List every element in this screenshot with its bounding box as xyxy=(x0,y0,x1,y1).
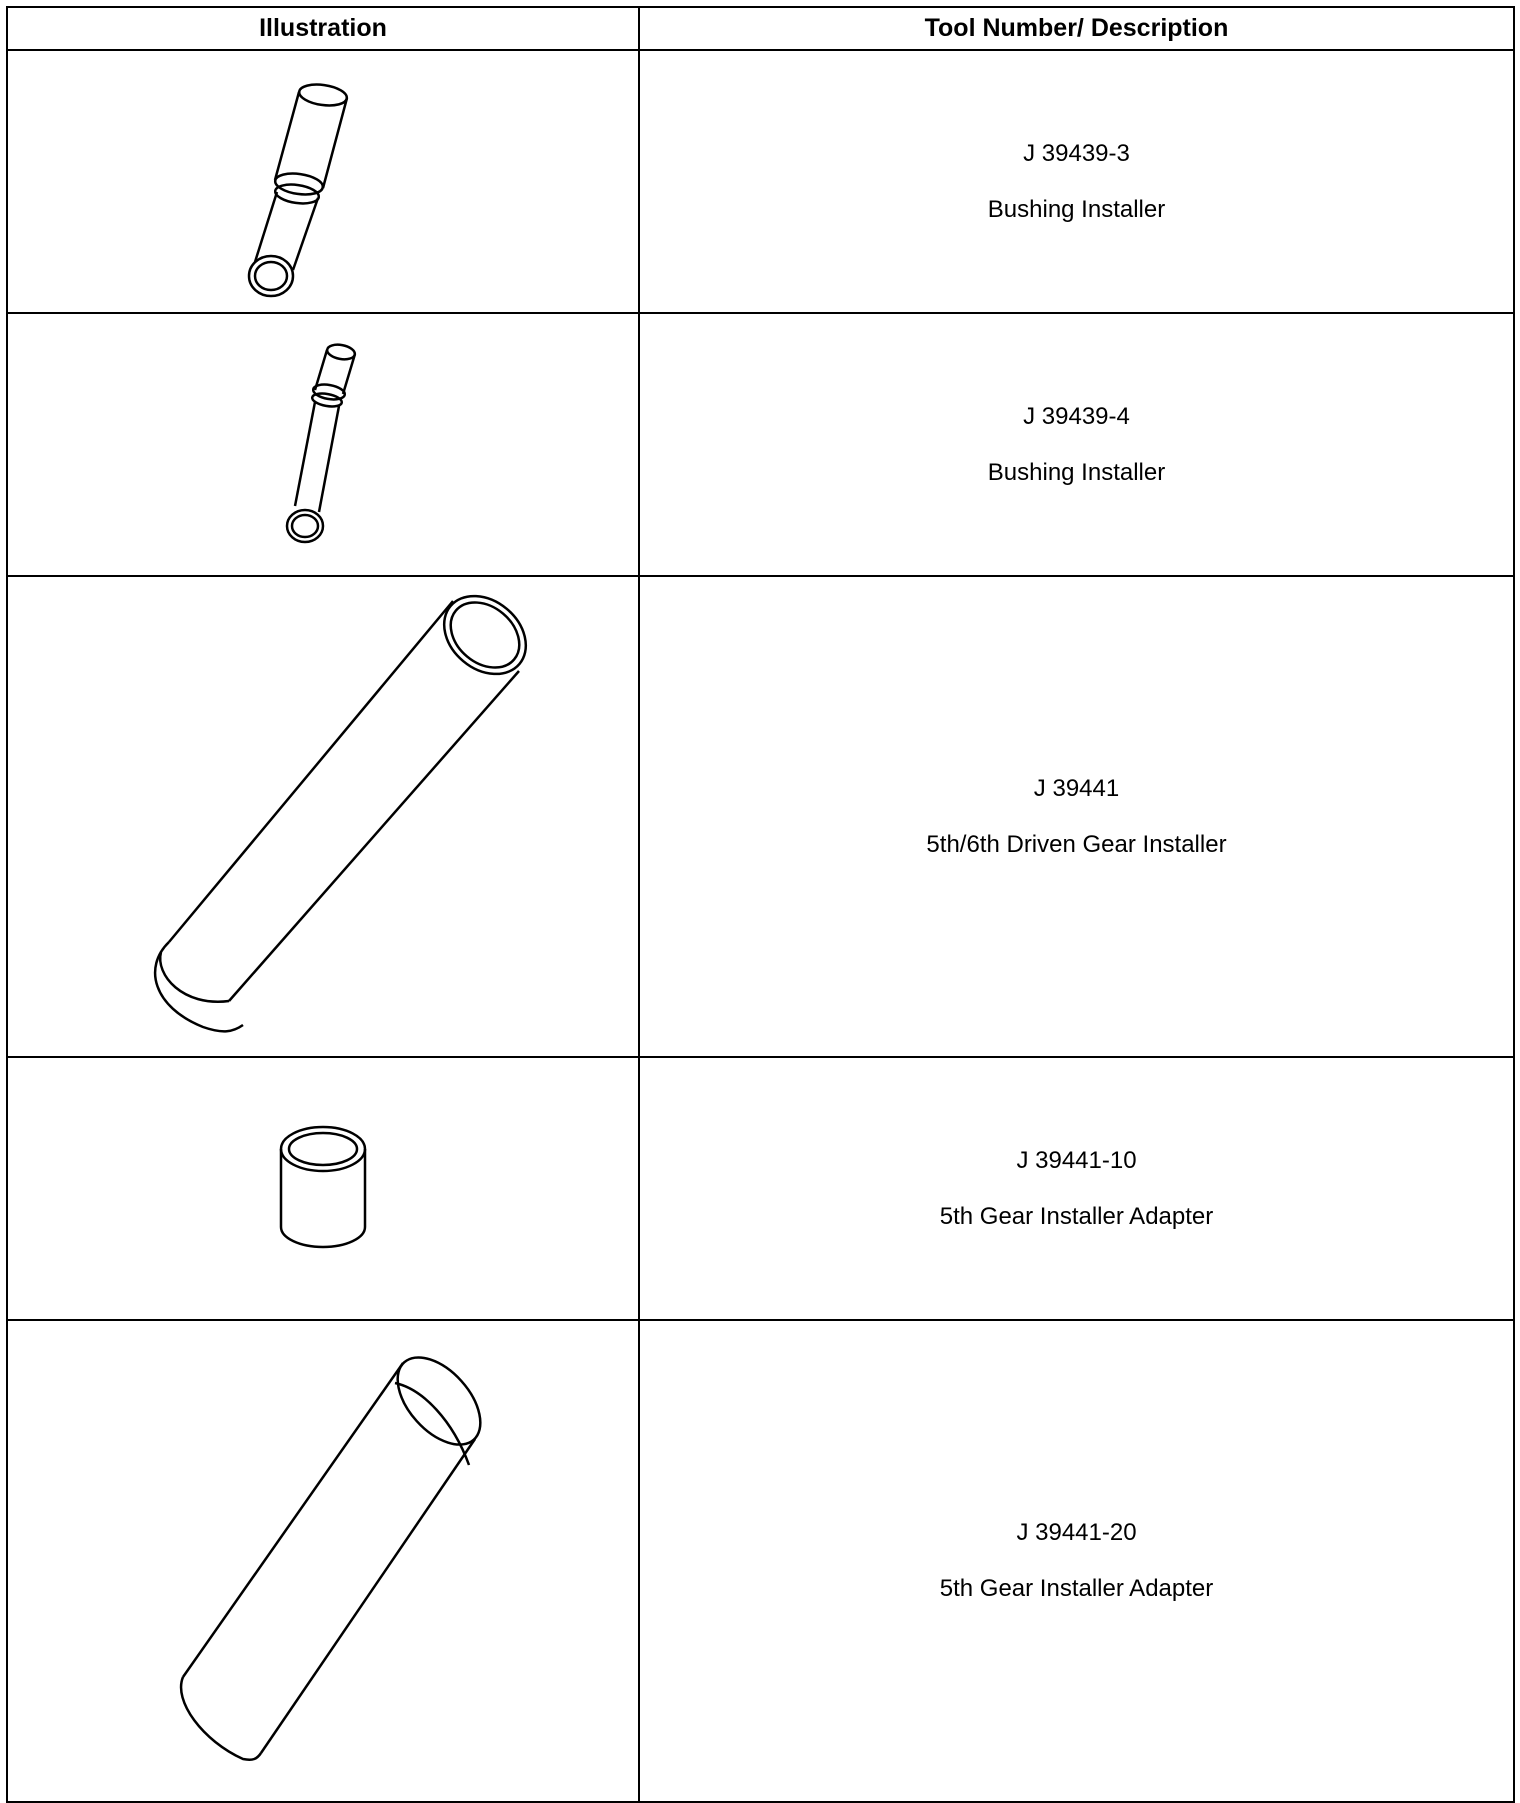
tool-number: J 39439-4 xyxy=(1023,402,1130,430)
header-row xyxy=(7,7,1514,50)
stepped-bushing-installer-icon xyxy=(223,62,423,302)
tool-number: J 39441-10 xyxy=(1016,1146,1137,1174)
tube-adapter-icon xyxy=(123,1341,523,1781)
illustration-header: Illustration xyxy=(7,7,639,50)
tool-description: 5th/6th Driven Gear Installer xyxy=(926,830,1227,858)
illustration-cell xyxy=(7,50,639,313)
slim-bushing-installer-icon xyxy=(243,330,403,560)
tool-cell xyxy=(639,1320,1514,1802)
tool-description: Bushing Installer xyxy=(987,195,1166,223)
tool-number: J 39441-20 xyxy=(1016,1519,1137,1546)
illustration-cell xyxy=(7,1320,639,1802)
short-sleeve-adapter-icon xyxy=(263,1119,383,1259)
tool-header: Tool Number/ Description xyxy=(639,7,1514,50)
table-row xyxy=(7,1320,1514,1802)
tool-number: J 39439-3 xyxy=(1023,139,1130,167)
table-row xyxy=(7,313,1514,576)
table-row xyxy=(7,576,1514,1057)
tool-number: J 39441 xyxy=(1033,774,1120,802)
table-row xyxy=(7,50,1514,313)
tool-description: 5th Gear Installer Adapter xyxy=(939,1202,1214,1230)
tool-description: Bushing Installer xyxy=(987,458,1166,486)
illustration-cell xyxy=(7,313,639,576)
tool-cell xyxy=(639,50,1514,313)
illustration-cell xyxy=(7,1057,639,1320)
tool-cell xyxy=(639,576,1514,1057)
tool-description: 5th Gear Installer Adapter xyxy=(939,1575,1214,1602)
illustration-cell xyxy=(7,576,639,1057)
tool-cell xyxy=(639,1057,1514,1320)
long-tube-installer-icon xyxy=(93,587,553,1047)
special-tools-table xyxy=(6,6,1515,1803)
table-row xyxy=(7,1057,1514,1320)
tool-cell xyxy=(639,313,1514,576)
